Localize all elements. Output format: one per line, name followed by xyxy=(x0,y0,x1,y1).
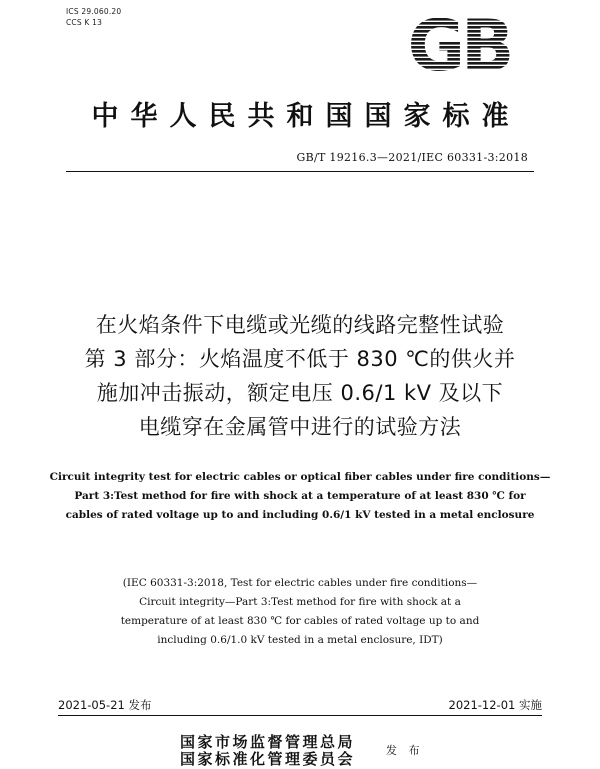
top-divider xyxy=(66,171,534,172)
publishers xyxy=(180,734,355,768)
issue-date: 2021-05-21 发布 xyxy=(58,698,152,712)
publisher-name: 国家市场监督管理总局 xyxy=(180,733,356,751)
title-chinese xyxy=(0,308,600,444)
title-zh-line: 电缆穿在金属管中进行的试验方法 xyxy=(138,415,462,439)
title-english xyxy=(0,468,600,525)
gb-logo-graphic xyxy=(400,14,518,76)
standard-number: GB/T 19216.3—2021/IEC 60331-3:2018 xyxy=(296,151,528,164)
bottom-divider xyxy=(58,715,542,716)
ics-code: ICS 29.060.20 xyxy=(66,7,122,16)
title-zh-line: 第 3 部分：火焰温度不低于 830 ℃的供火并 xyxy=(84,347,516,371)
iec-reference xyxy=(0,574,600,650)
publisher-name: 国家标准化管理委员会 xyxy=(180,750,356,768)
ccs-code: CCS K 13 xyxy=(66,18,103,27)
title-zh-line: 施加冲击振动，额定电压 0.6/1 kV 及以下 xyxy=(96,381,504,405)
title-en-line: cables of rated voltage up to and including 0.6/1 kV tested in a metal enclosure xyxy=(65,509,535,521)
gb-logo xyxy=(400,14,518,76)
implementation-date: 2021-12-01 实施 xyxy=(448,698,542,712)
iec-ref-line: temperature of at least 830 ℃ for cables of rated voltage up to and xyxy=(120,615,480,627)
classification-codes xyxy=(66,6,121,28)
publish-label: 发 布 xyxy=(386,744,424,757)
title-zh-line: 在火焰条件下电缆或光缆的线路完整性试验 xyxy=(95,313,505,337)
iec-ref-line: Circuit integrity—Part 3:Test method for fire with shock at a xyxy=(139,596,461,608)
title-en-line: Circuit integrity test for electric cables or optical fiber cables under fire conditions— xyxy=(49,471,551,483)
iec-ref-line: (IEC 60331-3:2018, Test for electric cables under fire conditions— xyxy=(122,577,478,589)
iec-ref-line: including 0.6/1.0 kV tested in a metal enclosure, IDT) xyxy=(157,634,443,646)
title-en-line: Part 3:Test method for fire with shock at a temperature of at least 830 ℃ for xyxy=(74,490,526,502)
standard-name: 中华人民共和国国家标准 xyxy=(91,101,521,132)
